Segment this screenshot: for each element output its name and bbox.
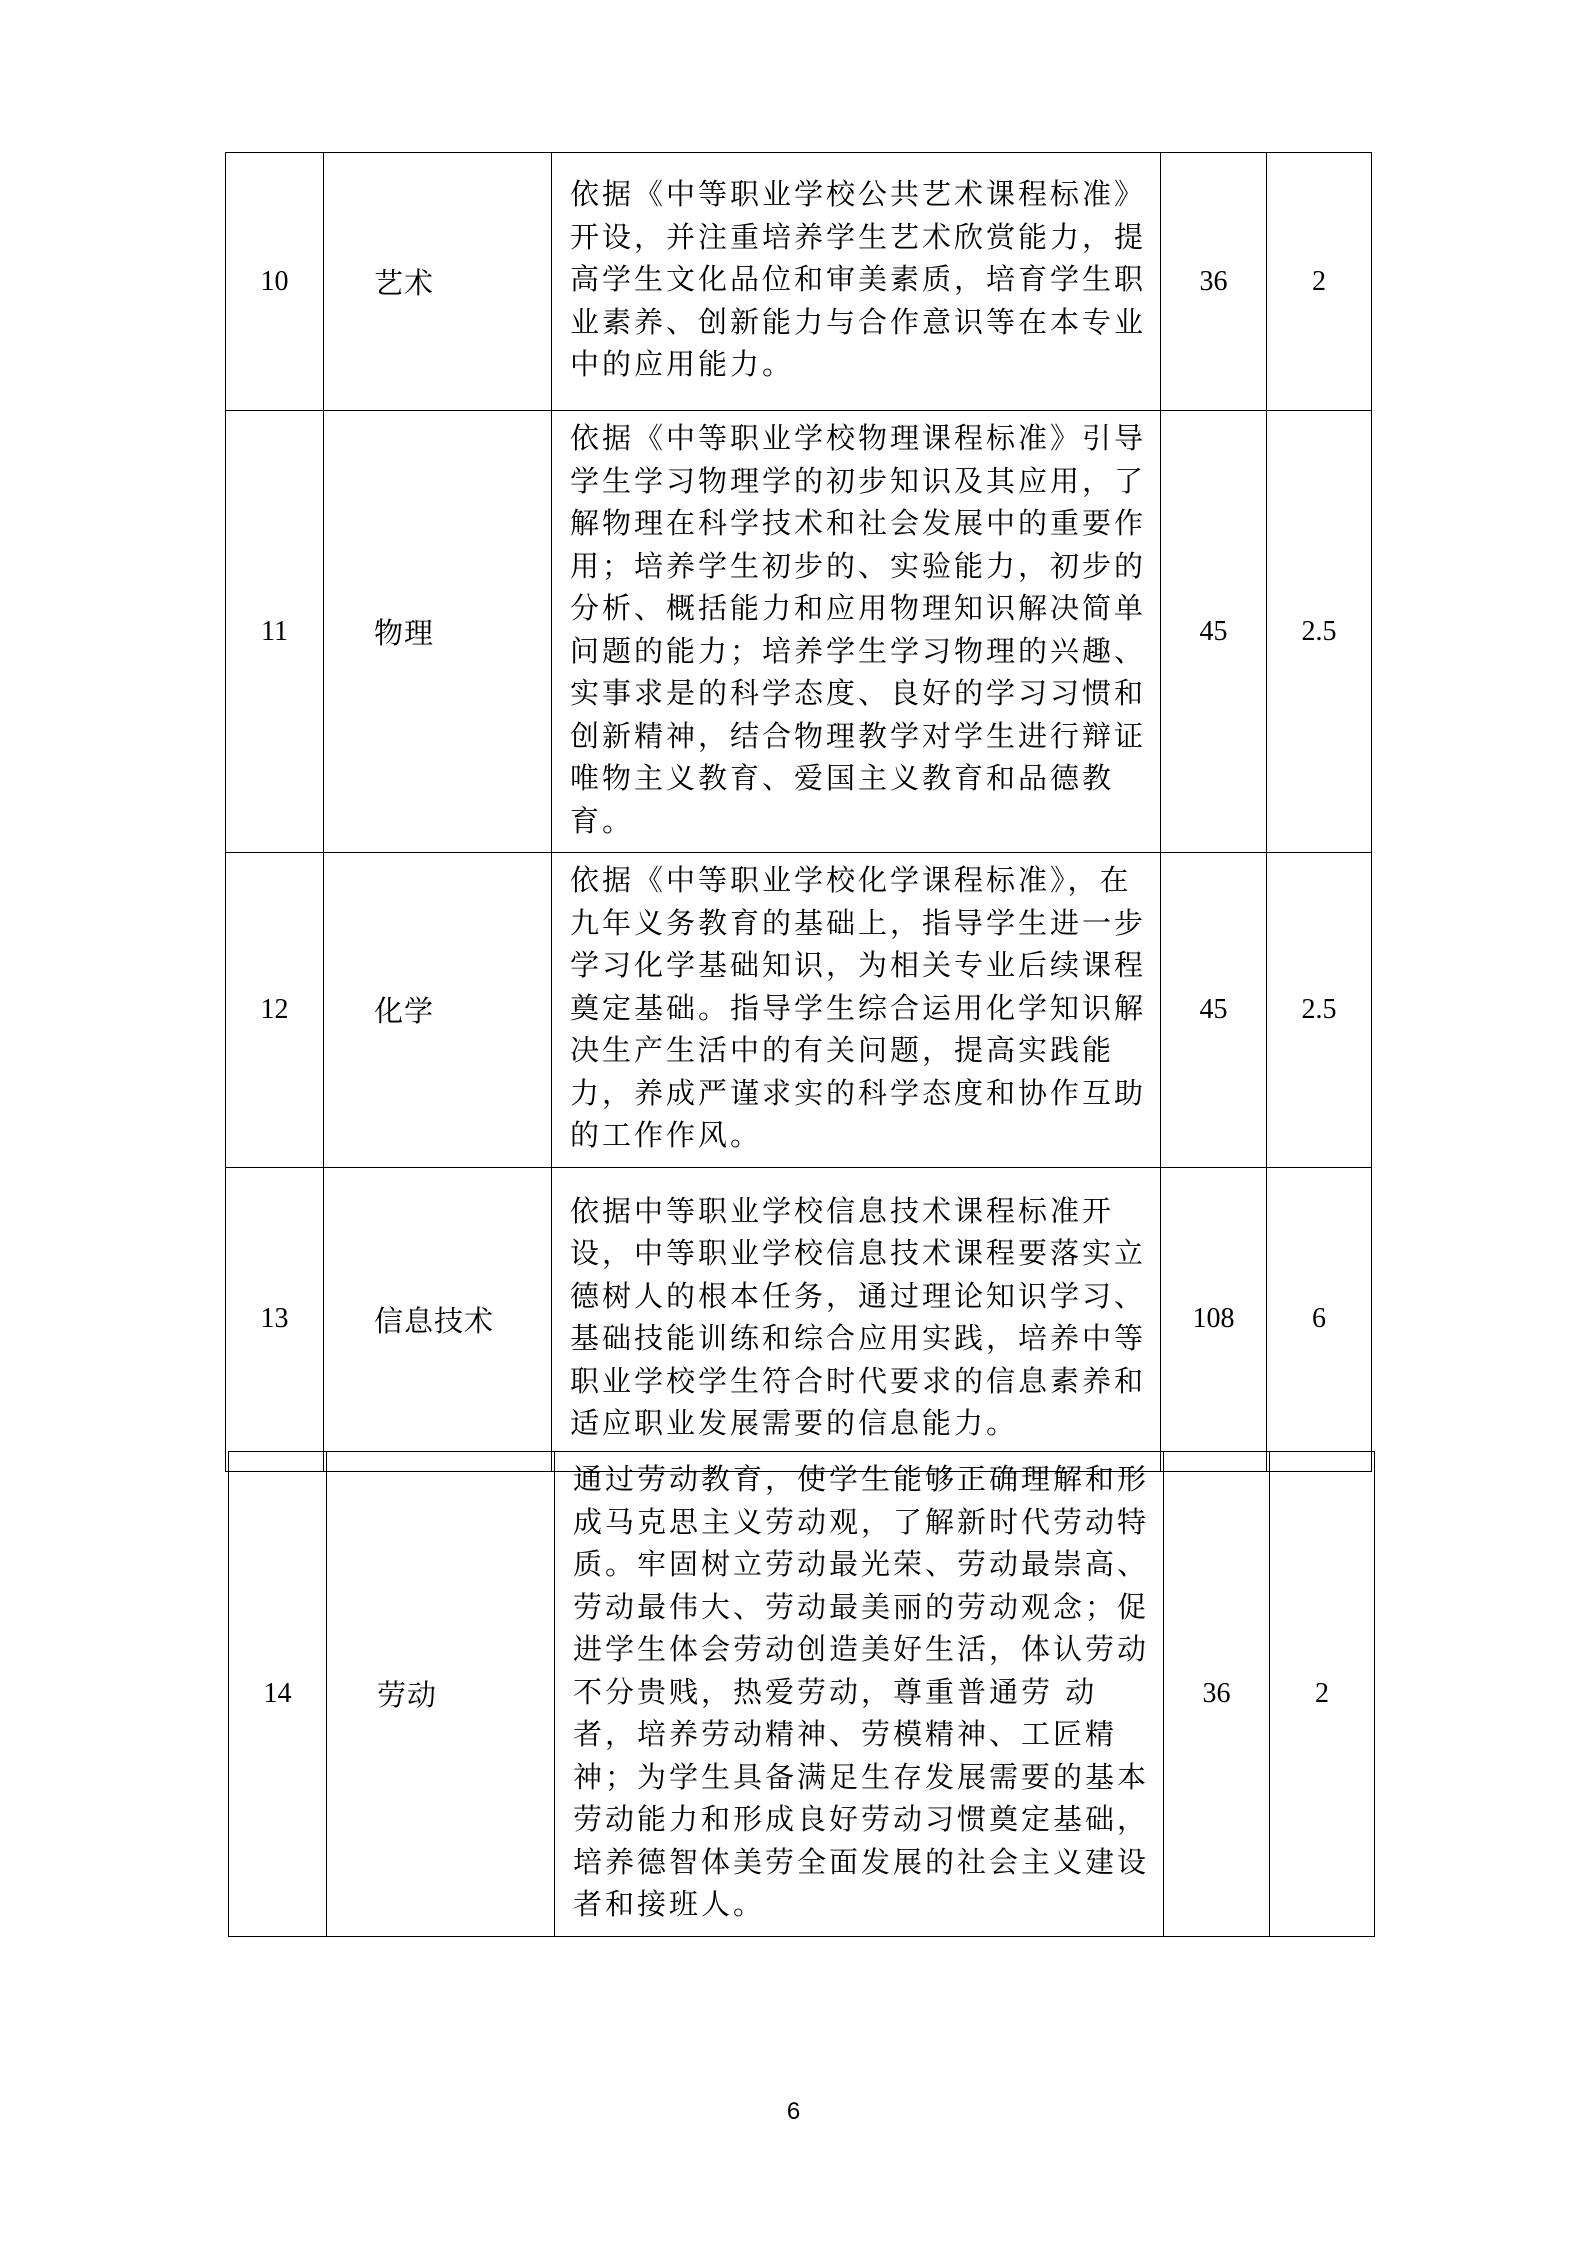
table-row	[226, 853, 1372, 1168]
page-number: 6	[786, 2098, 801, 2125]
course-description: 通过劳动教育，使学生能够正确理解和形成马克思主义劳动观，了解新时代劳动特质。牢固树立劳动最光荣、劳动最崇高、劳动最伟大、劳动最美丽的劳动观念；促进学生体会劳动创造美好生活，体认劳动不分贵贱，热爱劳动，尊重普通劳 动者，培养劳动精神、劳模精神、工匠精神；为学生具备满足生存发展需要的基本劳动能力和形成良好劳动习惯奠定基础，培养德智体美劳全面发展的社会主义建设者和接班人。	[555, 1452, 1164, 1937]
course-hours: 36	[1164, 1452, 1270, 1937]
course-hours: 45	[1161, 853, 1267, 1168]
course-description: 依据中等职业学校信息技术课程标准开设，中等职业学校信息技术课程要落实立德树人的根本任务，通过理论知识学习、基础技能训练和综合应用实践，培养中等职业学校学生符合时代要求的信息素养和适应职业发展需要的信息能力。	[552, 1167, 1161, 1471]
course-name: 化学	[324, 853, 552, 1168]
course-credits: 6	[1267, 1167, 1372, 1471]
course-number: 12	[226, 853, 324, 1168]
table-row	[229, 1452, 1375, 1937]
course-hours: 36	[1161, 153, 1267, 411]
course-credits: 2.5	[1267, 411, 1372, 853]
course-description: 依据《中等职业学校物理课程标准》引导学生学习物理学的初步知识及其应用，了解物理在科学技术和社会发展中的重要作用；培养学生初步的、实验能力，初步的分析、概括能力和应用物理知识解决简单问题的能力；培养学生学习物理的兴趣、实事求是的科学态度、良好的学习习惯和创新精神，结合物理教学对学生进行辩证唯物主义教育、爱国主义教育和品德教育。	[552, 411, 1161, 853]
course-name: 艺术	[324, 153, 552, 411]
table-row	[226, 411, 1372, 853]
course-credits: 2	[1270, 1452, 1375, 1937]
course-credits: 2.5	[1267, 853, 1372, 1168]
course-name: 物理	[324, 411, 552, 853]
course-name: 劳动	[327, 1452, 555, 1937]
table-row	[226, 153, 1372, 411]
course-credits: 2	[1267, 153, 1372, 411]
course-number: 13	[226, 1167, 324, 1471]
course-number: 11	[226, 411, 324, 853]
course-table-part-2	[228, 1451, 1375, 1937]
course-number: 10	[226, 153, 324, 411]
course-hours: 108	[1161, 1167, 1267, 1471]
course-hours: 45	[1161, 411, 1267, 853]
table-row	[226, 1167, 1372, 1471]
course-number: 14	[229, 1452, 327, 1937]
course-description: 依据《中等职业学校化学课程标准》，在九年义务教育的基础上，指导学生进一步学习化学基础知识，为相关专业后续课程奠定基础。指导学生综合运用化学知识解决生产生活中的有关问题，提高实践能力，养成严谨求实的科学态度和协作互助的工作作风。	[552, 853, 1161, 1168]
course-table-part-1	[225, 152, 1372, 1472]
course-name: 信息技术	[324, 1167, 552, 1471]
course-description: 依据《中等职业学校公共艺术课程标准》开设，并注重培养学生艺术欣赏能力，提高学生文化品位和审美素质，培育学生职业素养、创新能力与合作意识等在本专业中的应用能力。	[552, 153, 1161, 411]
